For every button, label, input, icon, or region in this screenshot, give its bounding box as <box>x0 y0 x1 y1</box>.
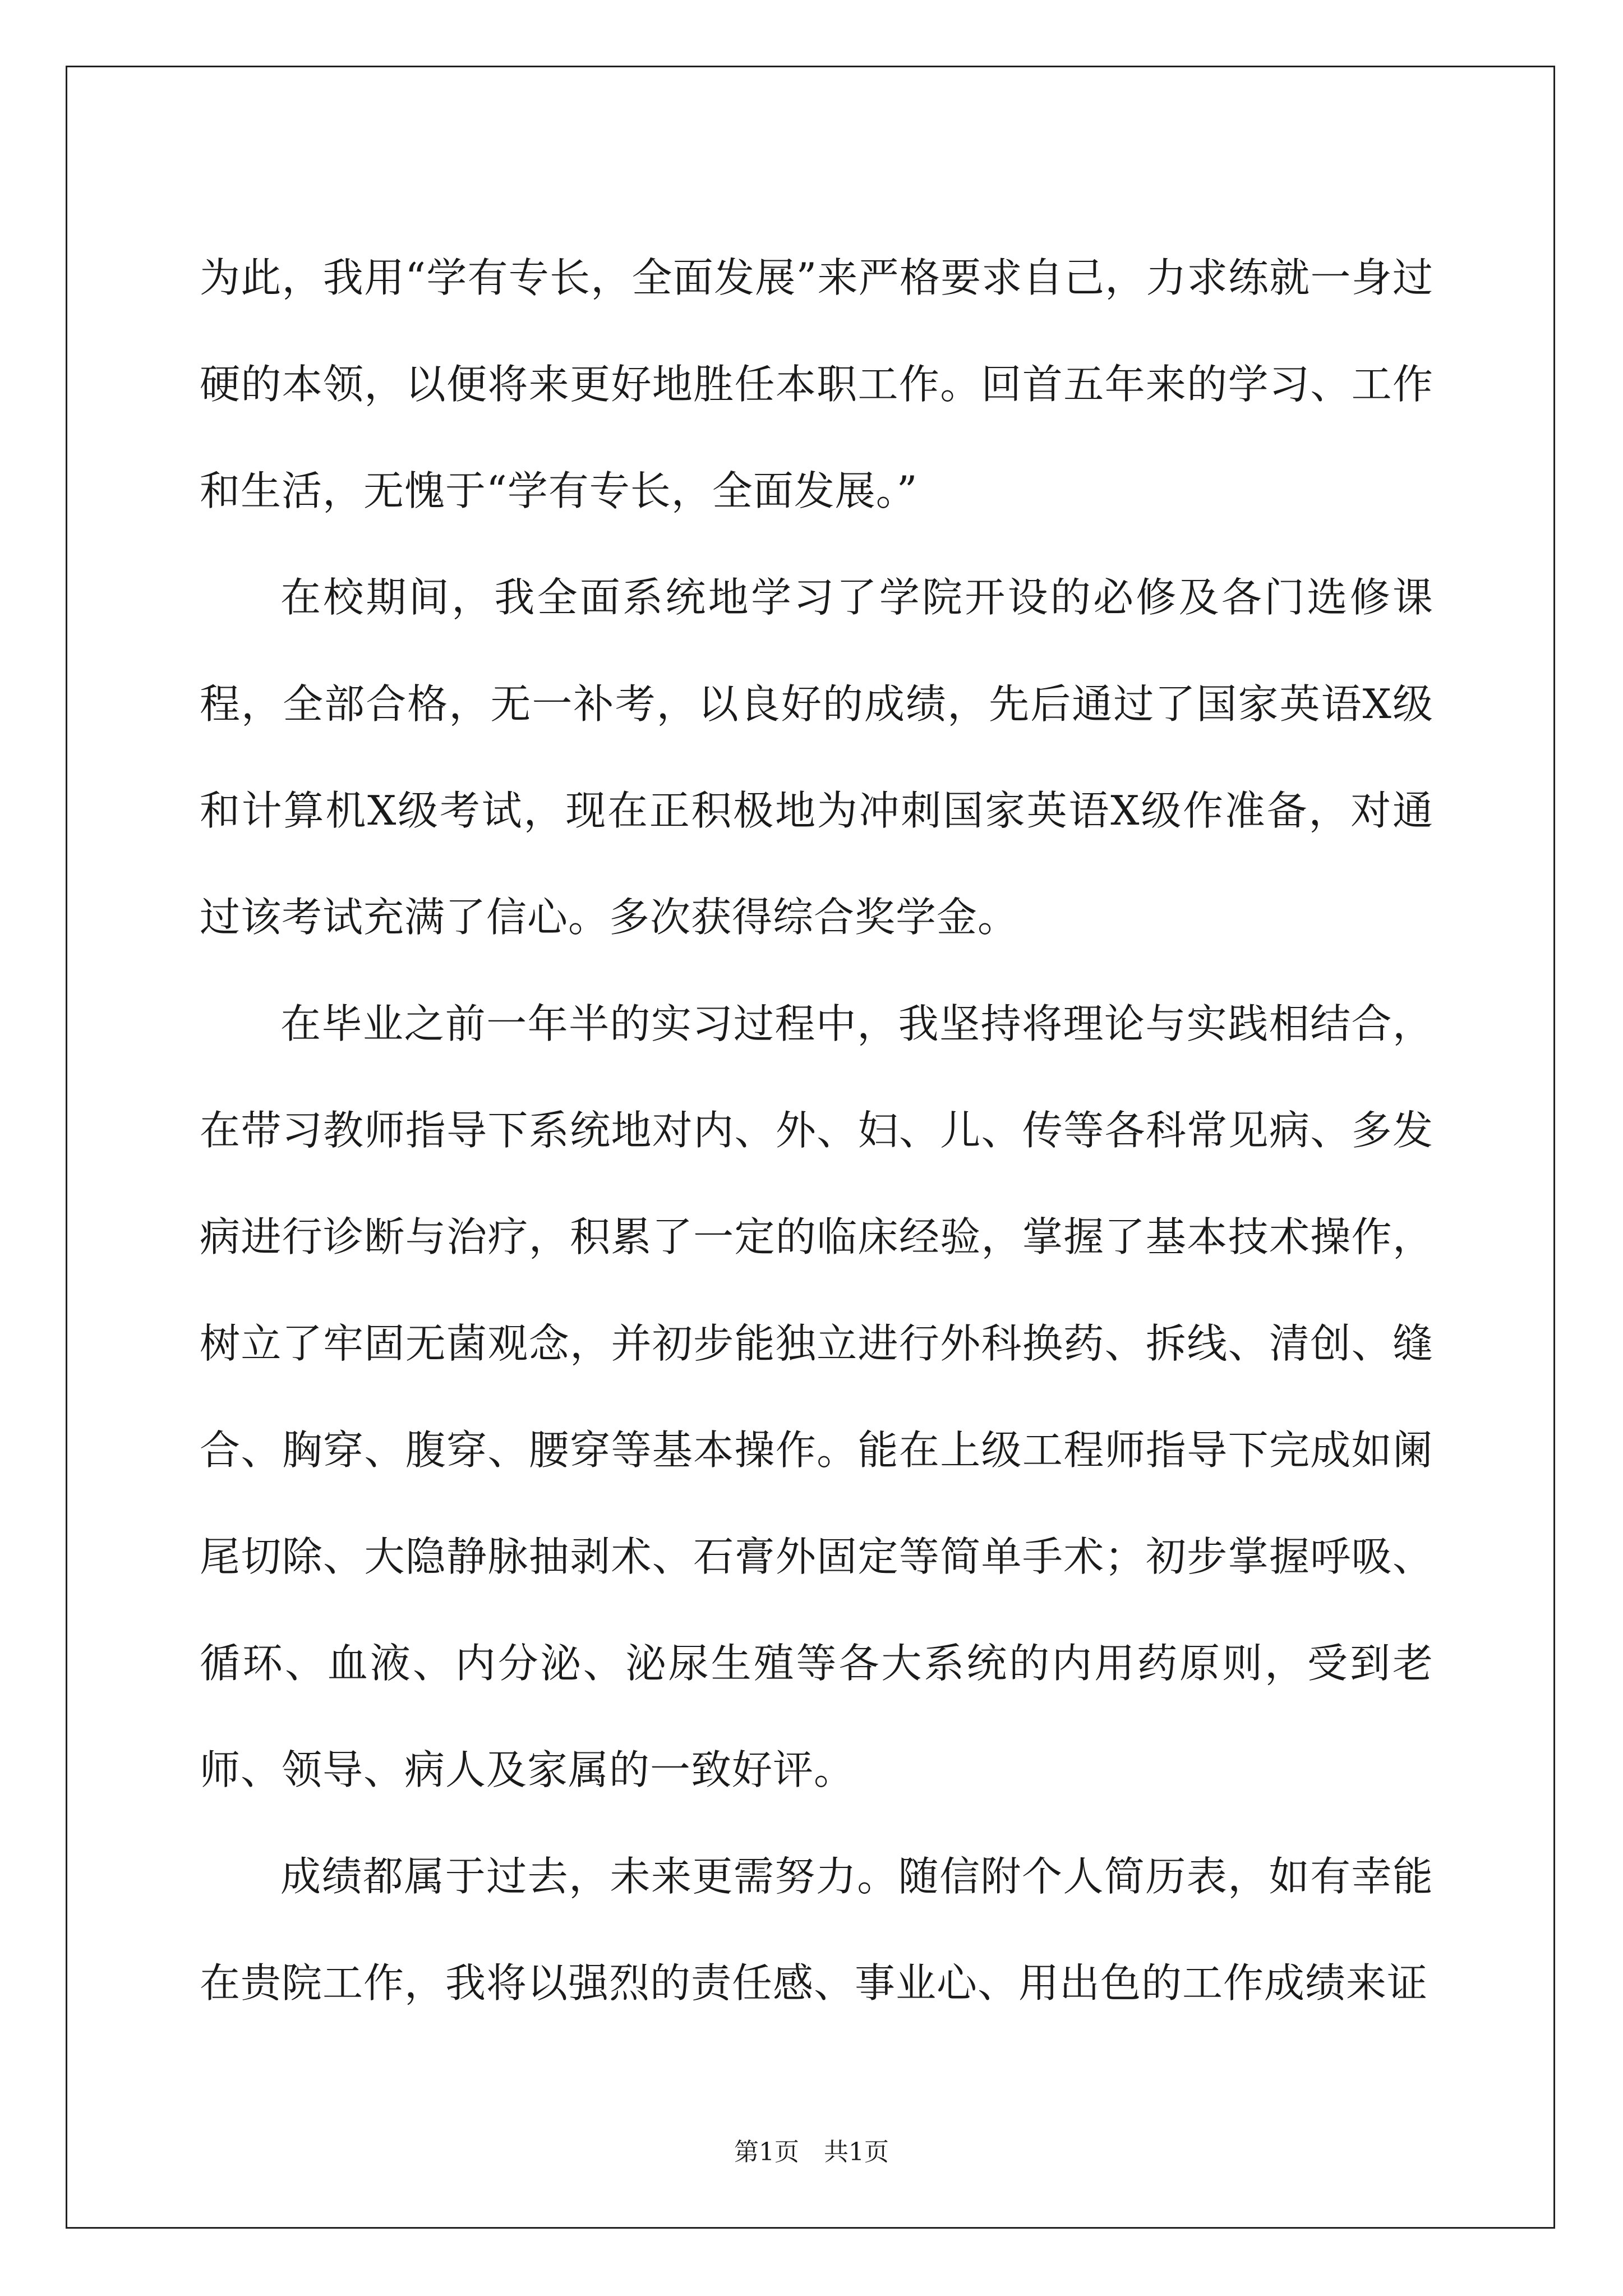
page-footer: 第1页 共1页 <box>734 2138 889 2166</box>
paragraph-2: 在校期间，我全面系统地学习了学院开设的必修及各门选修课程，全部合格，无一补考，以良好的成绩，先后通过了国家英语X级和计算机X级考试，现在正积极地为冲刺国家英语X级作准备，对通过该考试充满了信心。多次获得综合奖学金。 <box>200 574 1433 941</box>
paragraph-4: 成绩都属于过去，未来更需努力。随信附个人简历表，如有幸能在贵院工作，我将以强烈的责任感、事业心、用出色的工作成绩来证 <box>200 1853 1433 2007</box>
paragraph-1: 为此，我用“学有专长，全面发展”来严格要求自己，力求练就一身过硬的本领，以便将来更好地胜任本职工作。回首五年来的学习、工作和生活，无愧于“学有专长，全面发展。” <box>200 254 1433 514</box>
paragraph-3: 在毕业之前一年半的实习过程中，我坚持将理论与实践相结合，在带习教师指导下系统地对内、外、妇、儿、传等各科常见病、多发病进行诊断与治疗，积累了一定的临床经验，掌握了基本技术操作，树立了牢固无菌观念，并初步能独立进行外科换药、拆线、清创、缝合、胸穿、腹穿、腰穿等基本操作。能在上级工程师指导下完成如阑尾切除、大隐静脉抽剥术、石膏外固定等简单手术；初步掌握呼吸、循环、血液、内分泌、泌尿生殖等各大系统的内用药原则，受到老师、领导、病人及家属的一致好评。 <box>200 1000 1433 1793</box>
document-body <box>200 224 1433 2036</box>
